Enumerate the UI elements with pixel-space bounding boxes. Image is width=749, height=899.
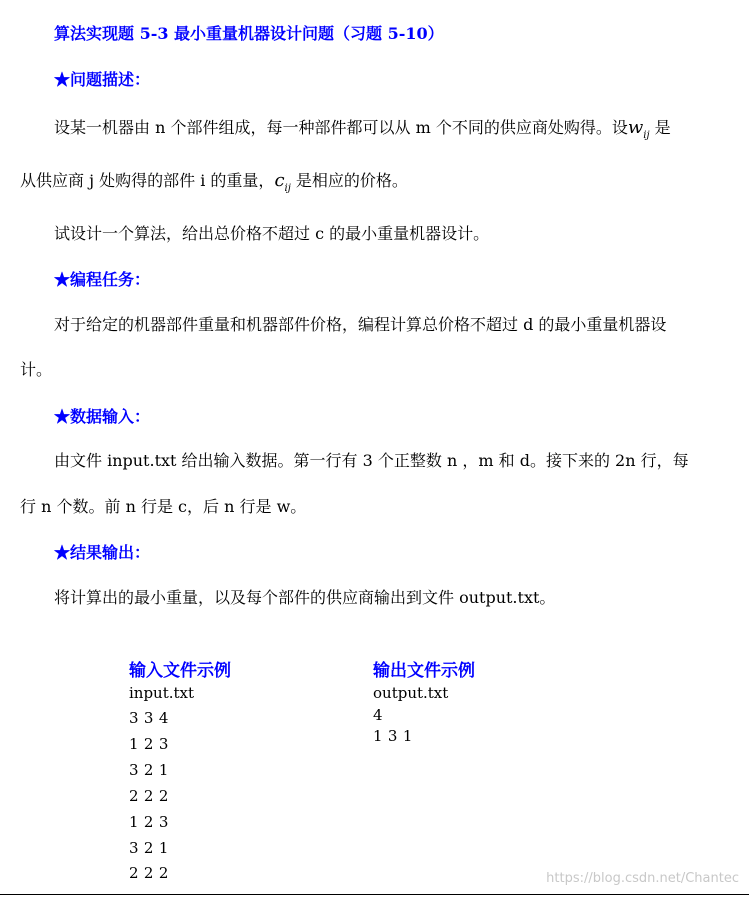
bottom-divider: [0, 894, 749, 895]
input-example-line: 3 2 1: [129, 761, 169, 779]
output-example-line: 1 3 1: [373, 727, 413, 745]
input-example-line: 1 2 3: [129, 813, 169, 831]
problem-line-2: [20, 168, 408, 194]
output-example-line: 4: [373, 706, 383, 724]
watermark: https://blog.csdn.net/Chantec: [546, 871, 739, 886]
input-example-line: 3 3 4: [129, 709, 169, 727]
section-heading-problem: ★问题描述：: [54, 70, 151, 89]
input-example-line: 1 2 3: [129, 735, 169, 753]
problem-line-1-text: 设某一机器由 n 个部件组成，每一种部件都可以从 m 个不同的供应商处购得。设: [54, 118, 628, 137]
task-line-2: 计。: [20, 360, 53, 379]
output-line-1: 将计算出的最小重量，以及每个部件的供应商输出到文件 output.txt。: [54, 588, 556, 607]
c-symbol: c: [274, 170, 285, 191]
input-example-line: 3 2 1: [129, 839, 169, 857]
page-title: 算法实现题 5-3 最小重量机器设计问题（习题 5-10）: [54, 24, 444, 43]
problem-line-2-end: 是相应的价格。: [290, 171, 408, 190]
input-line-1: 由文件 input.txt 给出输入数据。第一行有 3 个正整数 n ，m 和 d。接下来的 2n 行，每: [54, 451, 689, 470]
input-line-2: 行 n 个数。前 n 行是 c，后 n 行是 w。: [20, 497, 307, 516]
input-example-line: 2 2 2: [129, 787, 169, 805]
section-heading-task: ★编程任务：: [54, 270, 151, 289]
section-heading-output: ★结果输出：: [54, 543, 151, 562]
output-example-filename: output.txt: [373, 684, 449, 702]
problem-line-2-text: 从供应商 j 处购得的部件 i 的重量，: [20, 171, 275, 190]
w-symbol: w: [627, 117, 644, 138]
problem-line-3: 试设计一个算法，给出总价格不超过 c 的最小重量机器设计。: [54, 224, 490, 243]
input-example-heading: 输入文件示例: [129, 661, 231, 681]
problem-line-1-end: 是: [649, 118, 671, 137]
section-heading-input: ★数据输入：: [54, 407, 151, 426]
task-line-1: 对于给定的机器部件重量和机器部件价格，编程计算总价格不超过 d 的最小重量机器设: [54, 315, 667, 334]
w-subscript: ij: [643, 130, 650, 141]
problem-line-1: [54, 115, 671, 141]
input-example-filename: input.txt: [129, 684, 195, 702]
input-example-line: 2 2 2: [129, 864, 169, 882]
output-example-heading: 输出文件示例: [373, 661, 475, 681]
c-subscript: ij: [284, 183, 291, 194]
